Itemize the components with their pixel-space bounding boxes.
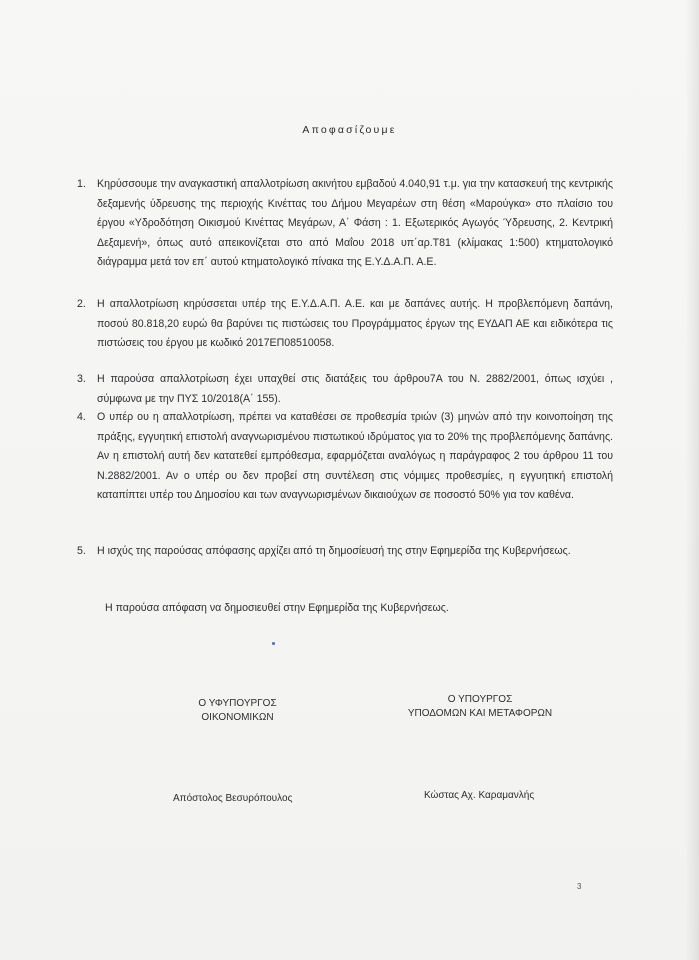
list-item-text: Ο υπέρ ου η απαλλοτρίωση, πρέπει να καταθέσει σε προθεσμία τριών (3) μηνών από την κοινοποίηση της πράξης, εγγυητική επιστολή αναγνωρισμένου πιστωτικού ιδρύματος για το 20% της προβλεπόμενης δαπάνης. Αν η επιστολή αυτή δεν κατατεθεί εμπρόθεσμα, εφαρμόζεται αναλόγως η παράγραφος 2 του άρθρου 11 του Ν.2882/2001. Αν ο υπέρ ου δεν προβεί στη συντέλεση στις νόμιμες προθεσμίες, η εγγυητική επιστολή καταπίπτει υπέρ του Δημοσίου και των αναγνωρισμένων δικαιούχων σε ποσοστό 50% για τον καθένα. (97, 411, 613, 501)
signatory-left-role (185, 697, 290, 725)
list-item (77, 542, 613, 562)
list-item-number: 3. (77, 373, 86, 385)
signatory-left-role-line1: Ο ΥΦΥΠΟΥΡΓΟΣ (198, 698, 277, 709)
list-item-text: Η ισχύς της παρούσας απόφασης αρχίζει από τη δημοσίευσή της στην Εφημερίδα της Κυβερνήσεως. (97, 545, 571, 557)
list-item (77, 175, 613, 273)
list-item-number: 4. (77, 411, 86, 423)
list-item-text: Κηρύσσουμε την αναγκαστική απαλλοτρίωση ακινήτου εμβαδού 4.040,91 τ.μ. για την κατασκευή της κεντρικής δεξαμενής ύδρευσης της περιοχής Κινέττας του Δήμου Μεγαρέων στη θέση «Μαρούγκα» στο πλαίσιο του έργου «Υδροδότηση Οικισμού Κινέττας Μεγάρων, Α΄ Φάση : 1. Εξωτερικός Αγωγός Ύδρευσης, 2. Κεντρική Δεξαμενή», όπως αυτό απεικονίζεται στο από Μαΐου 2018 υπ΄αρ.Τ81 (κλίμακας 1:500) κτηματολογικό διάγραμμα μετά τον επ΄ αυτού κτηματολογικό πίνακα της Ε.Υ.Δ.Α.Π. Α.Ε. (97, 178, 613, 268)
list-item (77, 408, 613, 506)
list-item (77, 370, 613, 409)
signatory-left-role-line2: ΟΙΚΟΝΟΜΙΚΩΝ (201, 712, 274, 723)
document-title: Αποφασίζουμε (302, 124, 397, 136)
ink-speck (272, 642, 275, 645)
list-item-number: 2. (77, 298, 86, 310)
signatory-right-name: Κώστας Αχ. Καραμανλής (424, 790, 535, 801)
signatory-right-role (400, 693, 560, 721)
page-number: 3 (577, 882, 582, 891)
signatory-right-role-line2: ΥΠΟΔΟΜΩΝ ΚΑΙ ΜΕΤΑΦΟΡΩΝ (407, 708, 553, 719)
list-item (77, 295, 613, 354)
list-item-text: Η παρούσα απαλλοτρίωση έχει υπαχθεί στις διατάξεις του άρθρου7Α του Ν. 2882/2001, όπως ισχύει , σύμφωνα με την ΠΥΣ 10/2018(Α΄ 155). (97, 373, 613, 405)
page-edge-shadow (685, 0, 699, 960)
signatory-right-role-line1: Ο ΥΠΟΥΡΓΟΣ (447, 694, 513, 705)
signatory-left-name: Απόστολος Βεσυρόπουλος (173, 793, 293, 804)
publication-note: Η παρούσα απόφαση να δημοσιευθεί στην Εφημερίδα της Κυβερνήσεως. (105, 602, 449, 614)
list-item-number: 1. (77, 178, 86, 190)
list-item-number: 5. (77, 545, 86, 557)
list-item-text: Η απαλλοτρίωση κηρύσσεται υπέρ της Ε.Υ.Δ.Α.Π. Α.Ε. και με δαπάνες αυτής. Η προβλεπόμενη δαπάνη, ποσού 80.818,20 ευρώ θα βαρύνει τις πιστώσεις του Προγράμματος έργων της ΕΥΔΑΠ ΑΕ και ειδικότερα τις πιστώσεις του έργου με κωδικό 2017ΕΠ08510058. (97, 298, 613, 349)
